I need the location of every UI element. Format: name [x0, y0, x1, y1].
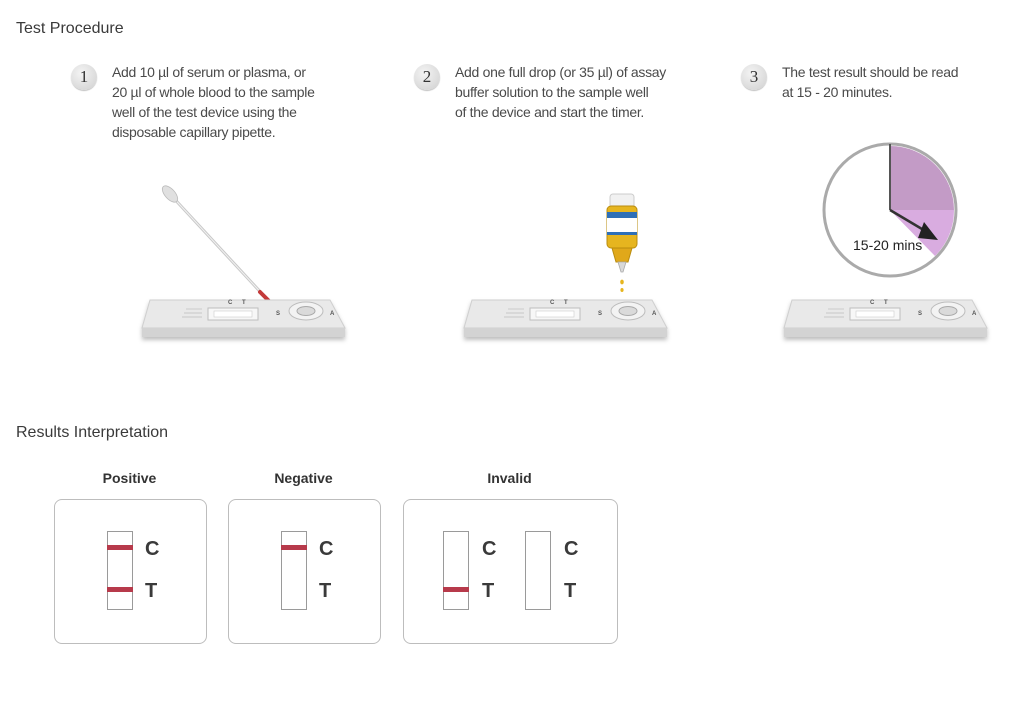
timer-clock-icon — [824, 144, 956, 276]
device-label-a: A — [330, 311, 335, 317]
test-letter: T — [145, 580, 158, 602]
timer-label: 15-20 mins — [853, 237, 923, 253]
step-2-text: Add one full drop (or 35 µl) of assay buffer solution to the sample well of the device and start the timer. — [455, 64, 666, 120]
positive-label: Positive — [102, 470, 157, 486]
test-strip — [107, 531, 133, 610]
step-1-number: 1 — [71, 64, 97, 90]
device-label-t: T — [242, 300, 246, 306]
step-1 — [71, 62, 315, 142]
device-label-a: A — [972, 311, 977, 317]
negative-result-panel — [228, 499, 381, 644]
test-letter: T — [564, 580, 577, 602]
results-title: Results Interpretation — [16, 424, 169, 441]
step-2 — [414, 62, 666, 122]
pipette-device-illustration — [130, 180, 360, 350]
negative-label: Negative — [274, 470, 333, 486]
test-strip — [525, 531, 551, 610]
device-label-c: C — [870, 300, 875, 306]
buffer-bottle-icon — [607, 194, 637, 292]
device-label-a: A — [652, 311, 657, 317]
control-letter: C — [145, 538, 160, 560]
test-letter: T — [319, 580, 332, 602]
control-band — [281, 545, 307, 550]
device-label-t: T — [884, 300, 888, 306]
control-letter: C — [482, 538, 497, 560]
buffer-device-illustration — [452, 190, 682, 350]
device-label-c: C — [550, 300, 555, 306]
control-letter: C — [564, 538, 579, 560]
step-3 — [741, 62, 958, 102]
control-band — [107, 545, 133, 550]
device-label-t: T — [564, 300, 568, 306]
procedure-title: Test Procedure — [16, 20, 124, 37]
step-3-text: The test result should be read at 15 - 20 minutes. — [782, 64, 959, 100]
control-letter: C — [319, 538, 334, 560]
step-3-number: 3 — [741, 64, 767, 90]
step-2-number: 2 — [414, 64, 440, 90]
invalid-result-panel — [403, 499, 618, 644]
test-strip — [443, 531, 469, 610]
device-label-s: S — [918, 311, 923, 317]
capillary-pipette-icon — [160, 183, 270, 302]
test-letter: T — [482, 580, 495, 602]
test-band — [107, 587, 133, 592]
step-1-text: Add 10 µl of serum or plasma, or 20 µl of whole blood to the sample well of the test device using the disposable capillary pipette. — [112, 64, 315, 140]
timer-device-illustration — [772, 140, 1002, 350]
invalid-label: Invalid — [487, 470, 532, 486]
test-band — [443, 587, 469, 592]
test-strip — [281, 531, 307, 610]
device-label-s: S — [276, 311, 281, 317]
positive-result-panel — [54, 499, 207, 644]
device-label-s: S — [598, 311, 603, 317]
device-label-c: C — [228, 300, 233, 306]
